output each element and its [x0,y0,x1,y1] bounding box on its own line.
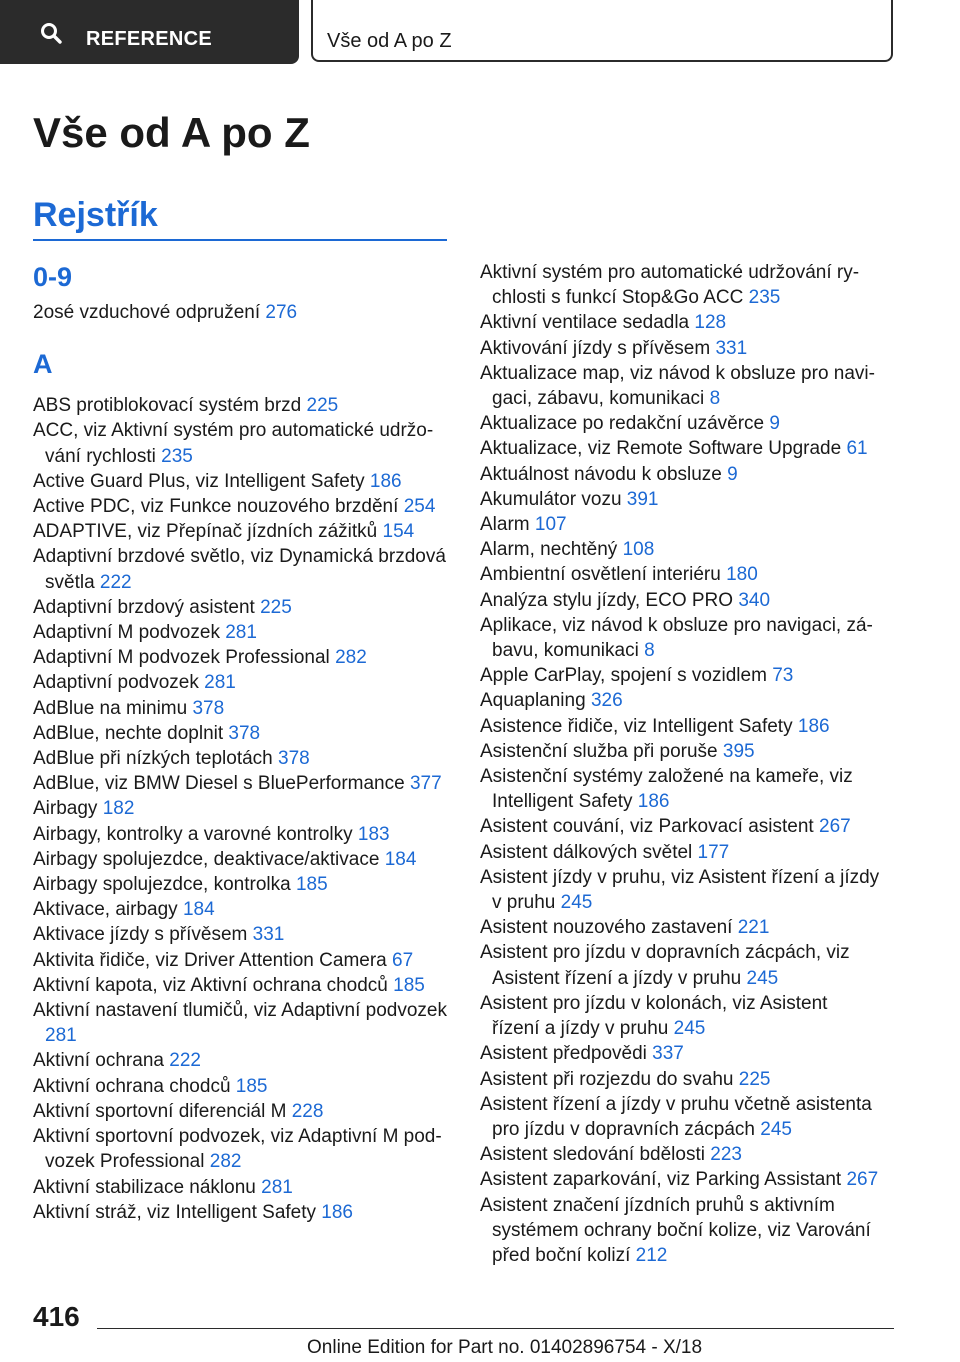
entry-page-link[interactable]: 267 [846,1169,879,1191]
index-entry[interactable] [480,361,880,411]
entry-page-link[interactable]: 180 [726,564,758,586]
entry-text: Aktualizace, viz Remote Software Upgrade [480,438,842,460]
entry-page-link[interactable]: 185 [295,874,328,896]
entry-page-link[interactable]: 107 [534,514,567,536]
entry-page-link[interactable]: 8 [644,640,655,662]
index-entry[interactable] [480,462,880,487]
entry-text: ABS protiblokovací systém brzd [33,395,302,417]
entry-page-link[interactable]: 395 [722,740,755,762]
entry-text: Aktivní stráž, viz Intelligent Safety [33,1201,317,1223]
index-entry[interactable] [480,310,880,335]
entry-page-link[interactable]: 222 [99,571,132,593]
entry-page-link[interactable]: 235 [161,445,193,467]
index-entry[interactable] [480,1067,880,1092]
entry-page-link[interactable]: 61 [846,438,868,460]
index-entry[interactable] [33,922,447,947]
entry-text: Aktivní nastavení tlumičů, viz Adaptivní podvozek [33,1000,447,1022]
index-entry[interactable] [33,796,447,821]
entry-text: Adaptivní podvozek [33,672,199,694]
index-entry[interactable] [33,847,447,872]
index-entry[interactable] [480,1167,880,1192]
entry-page-link[interactable]: 245 [746,967,779,989]
entry-page-link[interactable]: 378 [228,722,261,744]
entry-text: Adaptivní M podvozek Professional [33,647,330,669]
entry-page-link[interactable]: 267 [819,816,851,838]
reference-tab[interactable] [0,0,299,64]
search-icon [40,22,62,44]
index-entry[interactable] [480,1193,880,1269]
index-entry[interactable] [33,544,447,594]
entry-text: Aplikace, viz návod k obsluze pro navigaci, zábavu, komunikaci [480,614,873,662]
entry-text: Akumulátor vozu [480,488,622,510]
index-entry[interactable] [33,1048,447,1073]
index-entry[interactable] [480,840,880,865]
index-entry[interactable] [33,1175,447,1200]
entry-text: Active Guard Plus, viz Intelligent Safety [33,470,365,492]
index-entry[interactable] [33,1124,447,1174]
index-entry[interactable] [480,739,880,764]
entry-page-link[interactable]: 9 [769,413,780,435]
index-entry[interactable] [33,948,447,973]
entry-text: Asistent sledování bdělosti [480,1144,705,1166]
index-entry[interactable] [33,771,447,796]
index-entry[interactable] [33,494,447,519]
entry-page-link[interactable]: 245 [673,1018,706,1040]
entry-text: Asistent couvání, viz Parkovací asistent [480,816,814,838]
index-entry[interactable] [480,663,880,688]
entry-text: AdBlue, viz BMW Diesel s BluePerformance [33,773,405,795]
index-entry[interactable] [33,393,447,418]
entry-page-link[interactable]: 331 [715,337,748,359]
entry-page-link[interactable]: 221 [737,917,770,939]
index-entry[interactable] [480,915,880,940]
index-entry[interactable] [480,487,880,512]
index-entry[interactable] [33,469,447,494]
entry-text: AdBlue, nechte doplnit [33,722,224,744]
entry-page-link[interactable]: 212 [635,1244,668,1266]
entry-text: Asistent jízdy v pruhu, viz Asistent řízení a jízdy v pruhu [480,866,880,914]
index-entry[interactable] [33,645,447,670]
breadcrumb-text: Vše od A po Z [327,30,452,52]
index-entry[interactable] [33,1099,447,1124]
entry-text: Aktivní sportovní podvozek, viz Adaptivní M podvozek Professional [33,1126,442,1173]
entry-text: Aktivování jízdy s přívěsem [480,337,711,359]
entry-text: Aktivní ochrana [33,1050,164,1072]
index-entry[interactable] [33,746,447,771]
entry-page-link[interactable]: 235 [748,287,781,309]
group-spacer [33,379,447,393]
index-entry[interactable] [480,1092,880,1142]
entry-text: Aktivita řidiče, viz Driver Attention Camera [33,949,387,971]
entry-page-link[interactable]: 281 [45,1025,77,1047]
entry-page-link[interactable]: 186 [369,470,402,492]
entry-text: Asistent řízení a jízdy v pruhu včetně asistenta pro jízdu v dopravních zácpách [480,1093,872,1140]
entry-text: Aktivace, airbagy [33,899,178,921]
entry-page-link[interactable]: 185 [235,1075,268,1097]
entry-page-link[interactable]: 281 [261,1176,293,1198]
entry-page-link[interactable]: 245 [560,892,593,914]
index-entry[interactable] [33,595,447,620]
entry-text: Asistence řidiče, viz Intelligent Safety [480,715,793,737]
index-entry[interactable] [480,714,880,739]
index-entry[interactable] [480,613,880,663]
entry-text: Aktualizace map, viz návod k obsluze pro navigaci, zábavu, komunikaci [480,362,875,410]
index-entry[interactable] [480,1041,880,1066]
entry-text: 2osé vzduchové odpružení [33,302,261,323]
breadcrumb [311,0,893,62]
entry-page-link[interactable]: 128 [694,312,727,334]
entry-text: Asistent předpovědi [480,1043,647,1065]
entry-page-link[interactable]: 222 [169,1050,201,1072]
entry-text: Asistent nouzového zastavení [480,917,733,939]
entry-page-link[interactable]: 9 [727,463,738,485]
index-entry[interactable] [33,721,447,746]
entry-page-link[interactable]: 281 [225,622,257,644]
entry-page-link[interactable]: 186 [637,791,670,813]
entry-page-link[interactable]: 73 [772,665,794,687]
entry-page-link[interactable]: 326 [590,690,623,712]
entry-page-link[interactable]: 223 [710,1144,742,1166]
footer-divider [97,1328,894,1329]
entry-text: Aktivní kapota, viz Aktivní ochrana chodců [33,974,388,996]
entry-text: Aktivní systém pro automatické udržování rychlosti s funkcí Stop&Go ACC [480,262,860,309]
index-entry[interactable] [480,991,880,1041]
entry-text: Aktivace jízdy s přívěsem [33,924,248,946]
page-number: 416 [33,1301,80,1332]
entry-text: Apple CarPlay, spojení s vozidlem [480,665,767,687]
entry-text: Ambientní osvětlení interiéru [480,564,721,586]
index-entry[interactable] [480,336,880,361]
index-group-heading: 0-9 [33,262,73,292]
page-header [0,0,960,66]
entry-text: ACC, viz Aktivní systém pro automatické udržování rychlosti [33,420,434,467]
index-entry[interactable] [33,822,447,847]
entry-text: Asistent pro jízdu v dopravních zácpách, viz Asistent řízení a jízdy v pruhu [480,942,850,989]
index-entry[interactable] [480,764,880,814]
entry-text: AdBlue na minimu [33,697,188,719]
index-entry[interactable] [480,436,880,461]
entry-page-link[interactable]: 184 [182,899,215,921]
entry-page-link[interactable]: 177 [697,841,730,863]
index-entry[interactable] [33,973,447,998]
entry-text: AdBlue při nízkých teplotách [33,748,273,770]
entry-page-link[interactable]: 184 [384,848,417,870]
entry-text: Aktivní ventilace sedadla [480,312,690,334]
index-entry[interactable] [33,872,447,897]
entry-page-link[interactable]: 377 [409,773,442,795]
entry-text: Adaptivní M podvozek [33,622,220,644]
entry-text: Airbagy [33,798,98,820]
entry-page-link[interactable]: 340 [738,589,771,611]
entry-page-link[interactable]: 337 [652,1043,684,1065]
entry-text: Alarm [480,514,530,536]
page-title: Vše od A po Z [33,109,310,156]
entry-page-link[interactable]: 185 [393,974,425,996]
entry-page-link[interactable]: 391 [626,488,659,510]
index-entry[interactable] [33,998,447,1048]
index-entry[interactable] [33,418,447,468]
entry-page-link[interactable]: 331 [252,924,285,946]
entry-text: Aktuálnost návodu k obsluze [480,463,722,485]
entry-text: Aktivní ochrana chodců [33,1075,231,1097]
entry-page-link[interactable]: 154 [382,521,415,543]
index-entry[interactable] [33,519,447,544]
entry-page-link[interactable]: 186 [797,715,830,737]
entry-page-link[interactable]: 378 [192,697,225,719]
entry-text: Asistent při rozjezdu do svahu [480,1068,734,1090]
index-entry[interactable] [480,537,880,562]
section-divider [33,239,447,241]
entry-text: Airbagy, kontrolky a varovné kontrolky [33,823,353,845]
index-entry[interactable] [33,1074,447,1099]
entry-text: Asistent značení jízdních pruhů s aktivním systémem ochrany boční kolize, viz Varování před boční kolizí [480,1194,871,1266]
entry-page-link[interactable]: 8 [709,388,721,410]
index-entry[interactable] [480,411,880,436]
entry-page-link[interactable]: 182 [102,798,135,820]
index-entry[interactable] [480,865,880,915]
entry-text: Asistent pro jízdu v kolonách, viz Asistent řízení a jízdy v pruhu [480,992,828,1040]
entry-page-link[interactable]: 254 [403,496,436,518]
index-column-left [33,258,447,1225]
index-group-heading: A [33,349,53,380]
entry-page-link[interactable]: 276 [265,302,298,323]
entry-page-link[interactable]: 245 [760,1118,792,1140]
entry-page-link[interactable]: 228 [291,1100,324,1122]
entry-page-link[interactable]: 67 [392,949,414,971]
entry-text: Active PDC, viz Funkce nouzového brzdění [33,496,399,518]
entry-text: Aktivní sportovní diferenciál M [33,1100,287,1122]
index-entry[interactable] [480,562,880,587]
entry-text: Aktualizace po redakční uzávěrce [480,413,765,435]
index-entry[interactable] [33,300,447,325]
index-entry[interactable] [480,1142,880,1167]
entry-page-link[interactable]: 183 [357,823,390,845]
entry-page-link[interactable]: 281 [204,672,236,694]
entry-page-link[interactable]: 282 [209,1151,242,1173]
index-entry[interactable] [480,260,880,310]
entry-text: Alarm, nechtěný [480,539,618,561]
entry-text: Analýza stylu jízdy, ECO PRO [480,589,734,611]
entry-text: Asistent zaparkování, viz Parking Assistant [480,1169,842,1191]
entry-text: Asistent dálkových světel [480,841,693,863]
section-title: Rejstřík [33,196,158,234]
index-entry[interactable] [480,588,880,613]
entry-text: Adaptivní brzdové světlo, viz Dynamická brzdová světla [33,546,446,593]
entry-text: Aquaplaning [480,690,586,712]
entry-page-link[interactable]: 225 [738,1068,771,1090]
entry-text: Aktivní stabilizace náklonu [33,1176,256,1198]
reference-tab-label: REFERENCE [86,28,213,50]
entry-text: Asistenční systémy založené na kameře, viz Intelligent Safety [480,766,853,813]
entry-text: ADAPTIVE, viz Přepínač jízdních zážitků [33,521,378,543]
entry-page-link[interactable]: 225 [306,395,339,417]
entry-text: Airbagy spolujezdce, deaktivace/aktivace [33,848,380,870]
index-entry[interactable] [33,696,447,721]
entry-page-link[interactable]: 225 [260,596,292,618]
entry-text: Asistenční služba při poruše [480,740,718,762]
index-entry[interactable] [480,940,880,990]
entry-text: Airbagy spolujezdce, kontrolka [33,874,291,896]
index-column-right [480,260,880,1268]
index-entry[interactable] [33,1200,447,1225]
index-entry[interactable] [480,814,880,839]
index-entry[interactable] [480,688,880,713]
entry-page-link[interactable]: 108 [622,539,655,561]
index-entry[interactable] [480,512,880,537]
entry-page-link[interactable]: 186 [321,1201,353,1223]
entry-text: Adaptivní brzdový asistent [33,596,255,618]
index-entry[interactable] [33,670,447,695]
entry-page-link[interactable]: 378 [278,748,310,770]
index-entry[interactable] [33,897,447,922]
index-entry[interactable] [33,620,447,645]
footer-edition: Online Edition for Part no. 01402896754 - X/18 [307,1337,703,1358]
entry-page-link[interactable]: 282 [335,647,367,669]
